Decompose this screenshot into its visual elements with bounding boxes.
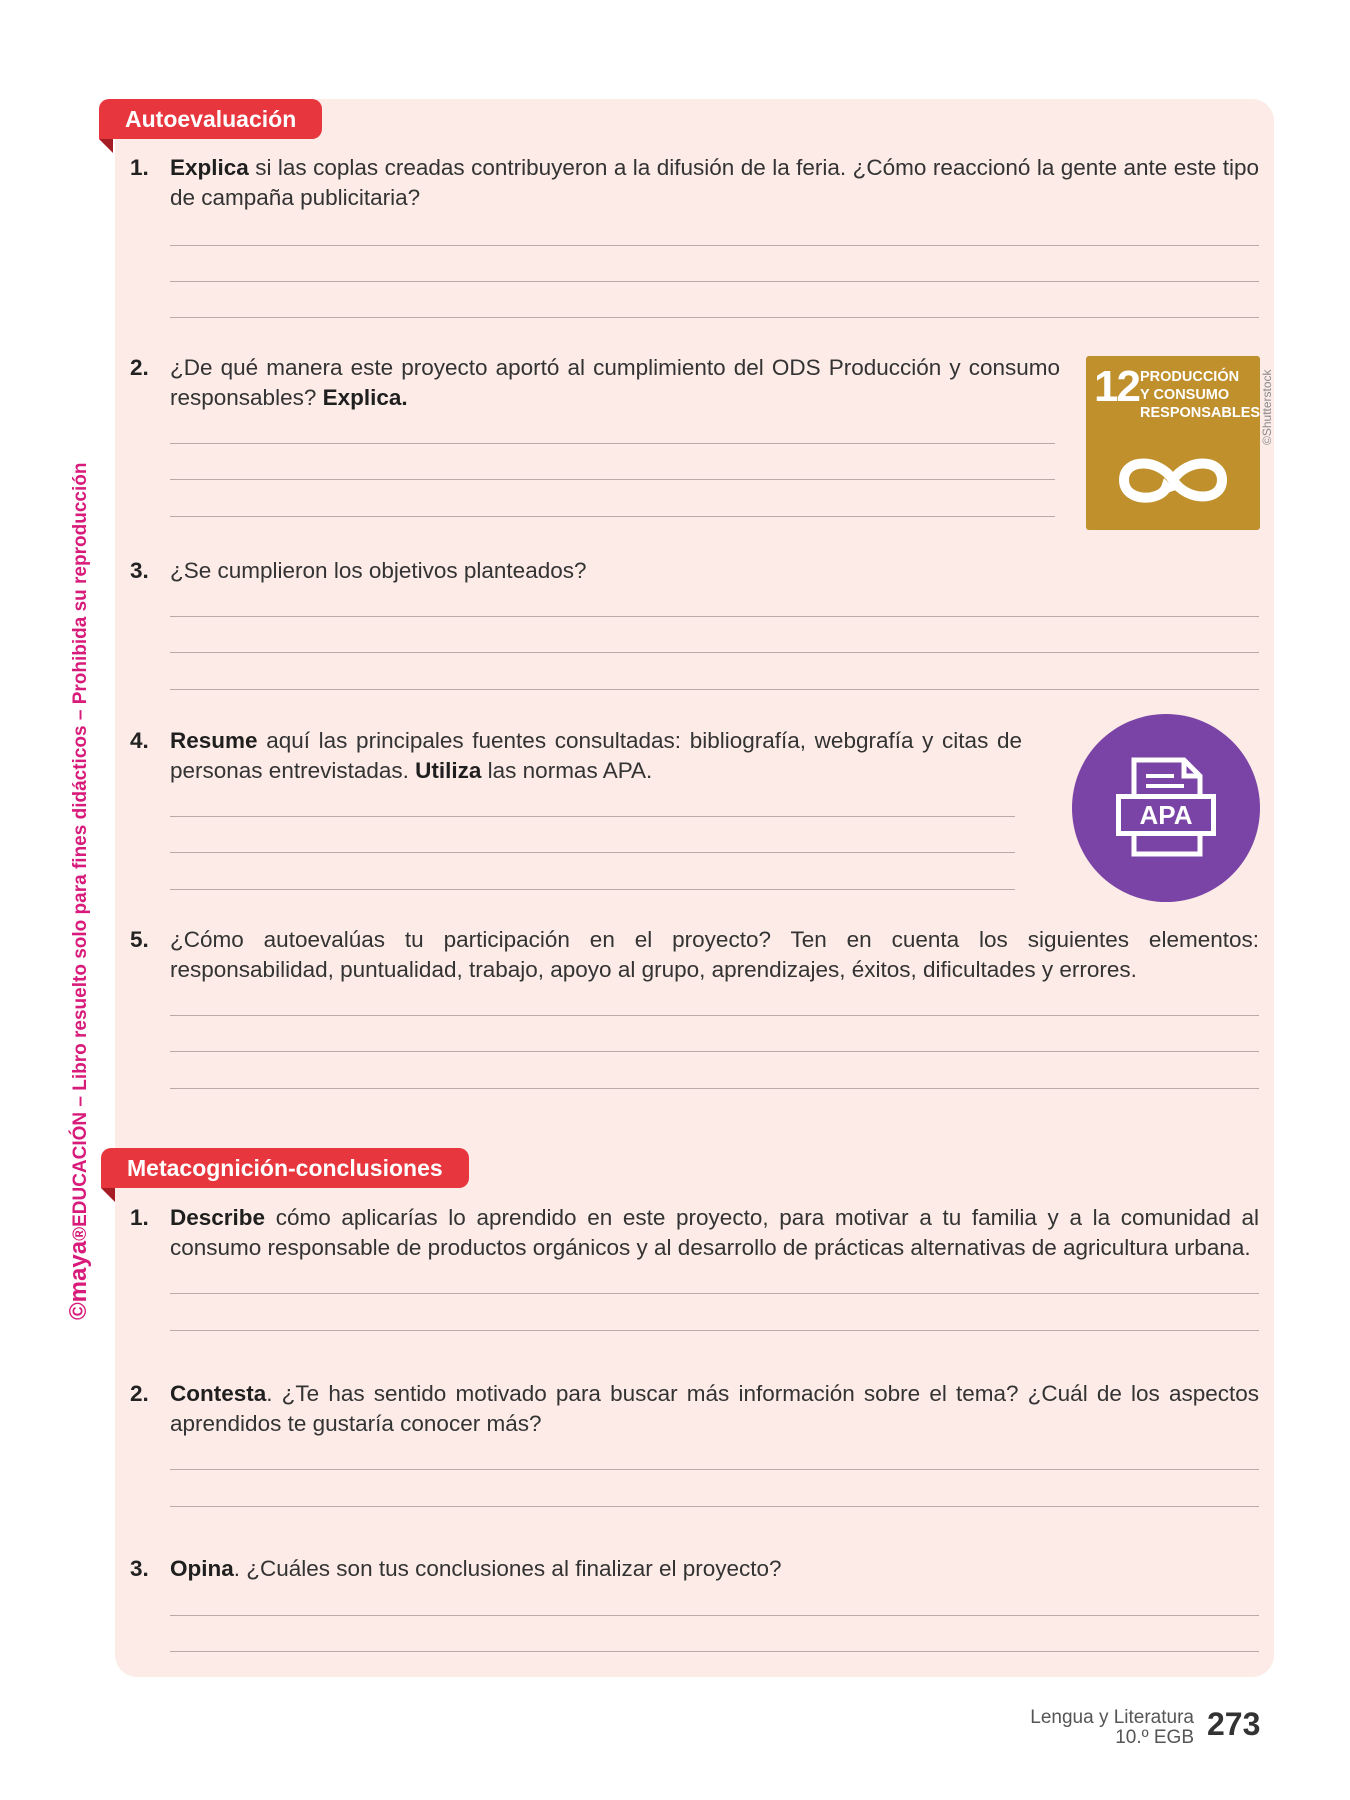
instruction-verb: Resume bbox=[170, 728, 258, 753]
meta-question-3 bbox=[130, 1554, 1259, 1584]
answer-line[interactable] bbox=[170, 816, 1015, 817]
answer-line[interactable] bbox=[170, 852, 1015, 853]
meta-question-2 bbox=[130, 1379, 1259, 1439]
question-text: ¿Cómo autoevalúas tu participación en el proyecto? Ten en cuenta los siguientes elementos: responsabilidad, puntualidad, trabajo, apoyo al grupo, aprendizajes, éxitos, dificultades y errores. bbox=[170, 927, 1259, 982]
answer-line[interactable] bbox=[170, 516, 1055, 517]
instruction-verb: Describe bbox=[170, 1205, 266, 1230]
question-text: cómo aplicarías lo aprendido en este proyecto, para motivar a tu familia y a la comunidad al consumo responsable de productos orgánicos y al desarrollo de prácticas alternativas de agricultura urbana. bbox=[170, 1205, 1259, 1260]
apa-label: APA bbox=[1139, 800, 1193, 830]
meta-question-1 bbox=[130, 1203, 1259, 1263]
answer-line[interactable] bbox=[170, 443, 1055, 444]
page-number: 273 bbox=[1207, 1706, 1261, 1742]
apa-badge bbox=[1072, 714, 1260, 902]
question-number: 2. bbox=[130, 355, 149, 380]
auto-question-1 bbox=[130, 153, 1259, 213]
section-tab-autoevaluacion: Autoevaluación bbox=[99, 99, 322, 139]
answer-line[interactable] bbox=[170, 689, 1259, 690]
instruction-verb: Explica. bbox=[322, 385, 408, 410]
auto-question-2 bbox=[130, 353, 1060, 413]
instruction-verb: Utiliza bbox=[415, 758, 482, 783]
image-credit: ©Shutterstock bbox=[1260, 369, 1274, 445]
answer-line[interactable] bbox=[170, 1651, 1259, 1652]
sdg-title-line: RESPONSABLES bbox=[1140, 405, 1261, 421]
sdg-12-badge bbox=[1086, 356, 1260, 530]
question-text: aquí las principales fuentes consultadas: bibliografía, webgrafía y citas de personas entrevistadas. bbox=[170, 728, 1022, 783]
instruction-verb: Contesta bbox=[170, 1381, 267, 1406]
question-number: 4. bbox=[130, 728, 149, 753]
grade-level: 10.º EGB bbox=[1115, 1727, 1194, 1748]
question-text: si las coplas creadas contribuyeron a la difusión de la feria. ¿Cómo reaccionó la gente ante este tipo de campaña publicitaria? bbox=[170, 155, 1259, 210]
answer-line[interactable] bbox=[170, 889, 1015, 890]
question-number: 1. bbox=[130, 1205, 149, 1230]
auto-question-3 bbox=[130, 556, 1259, 586]
instruction-verb: Opina bbox=[170, 1556, 234, 1581]
answer-line[interactable] bbox=[170, 616, 1259, 617]
question-number: 1. bbox=[130, 155, 149, 180]
sdg-title-line: Y CONSUMO bbox=[1140, 387, 1230, 403]
sdg-title bbox=[1140, 368, 1260, 422]
sdg-number: 12 bbox=[1094, 362, 1139, 411]
answer-line[interactable] bbox=[170, 245, 1259, 246]
answer-line[interactable] bbox=[170, 281, 1259, 282]
infinity-icon bbox=[1114, 448, 1232, 512]
copyright-notice: ®EDUCACIÓN – Libro resuelto solo para fines didácticos – Prohibida su reproducción bbox=[70, 462, 91, 1241]
answer-line[interactable] bbox=[170, 1330, 1259, 1331]
auto-question-4 bbox=[130, 726, 1022, 786]
subject-name: Lengua y Literatura bbox=[1030, 1707, 1194, 1728]
auto-question-5 bbox=[130, 925, 1259, 985]
answer-line[interactable] bbox=[170, 1088, 1259, 1089]
question-number: 5. bbox=[130, 927, 149, 952]
instruction-verb: Explica bbox=[170, 155, 249, 180]
section-tab-metacognicion: Metacognición-conclusiones bbox=[101, 1148, 469, 1188]
publisher-logo: ©maya bbox=[65, 1240, 92, 1320]
answer-line[interactable] bbox=[170, 1506, 1259, 1507]
question-text: las normas APA. bbox=[481, 758, 653, 783]
answer-line[interactable] bbox=[170, 1615, 1259, 1616]
answer-line[interactable] bbox=[170, 1293, 1259, 1294]
sdg-title-line: PRODUCCIÓN bbox=[1140, 369, 1240, 385]
answer-line[interactable] bbox=[170, 1015, 1259, 1016]
question-number: 3. bbox=[130, 558, 149, 583]
question-text: . ¿Te has sentido motivado para buscar más información sobre el tema? ¿Cuál de los aspectos aprendidos te gustaría conocer más? bbox=[170, 1381, 1259, 1436]
answer-line[interactable] bbox=[170, 1051, 1259, 1052]
question-text: ¿De qué manera este proyecto aportó al cumplimiento del ODS Producción y consumo responsables? bbox=[170, 355, 1060, 410]
copyright-side-text bbox=[65, 463, 93, 1320]
question-text: . ¿Cuáles son tus conclusiones al finalizar el proyecto? bbox=[233, 1556, 782, 1581]
footer-subject bbox=[1030, 1708, 1194, 1748]
answer-line[interactable] bbox=[170, 317, 1259, 318]
question-number: 2. bbox=[130, 1381, 149, 1406]
answer-line[interactable] bbox=[170, 479, 1055, 480]
answer-line[interactable] bbox=[170, 652, 1259, 653]
answer-line[interactable] bbox=[170, 1469, 1259, 1470]
question-text: ¿Se cumplieron los objetivos planteados? bbox=[170, 558, 587, 583]
question-number: 3. bbox=[130, 1556, 149, 1581]
